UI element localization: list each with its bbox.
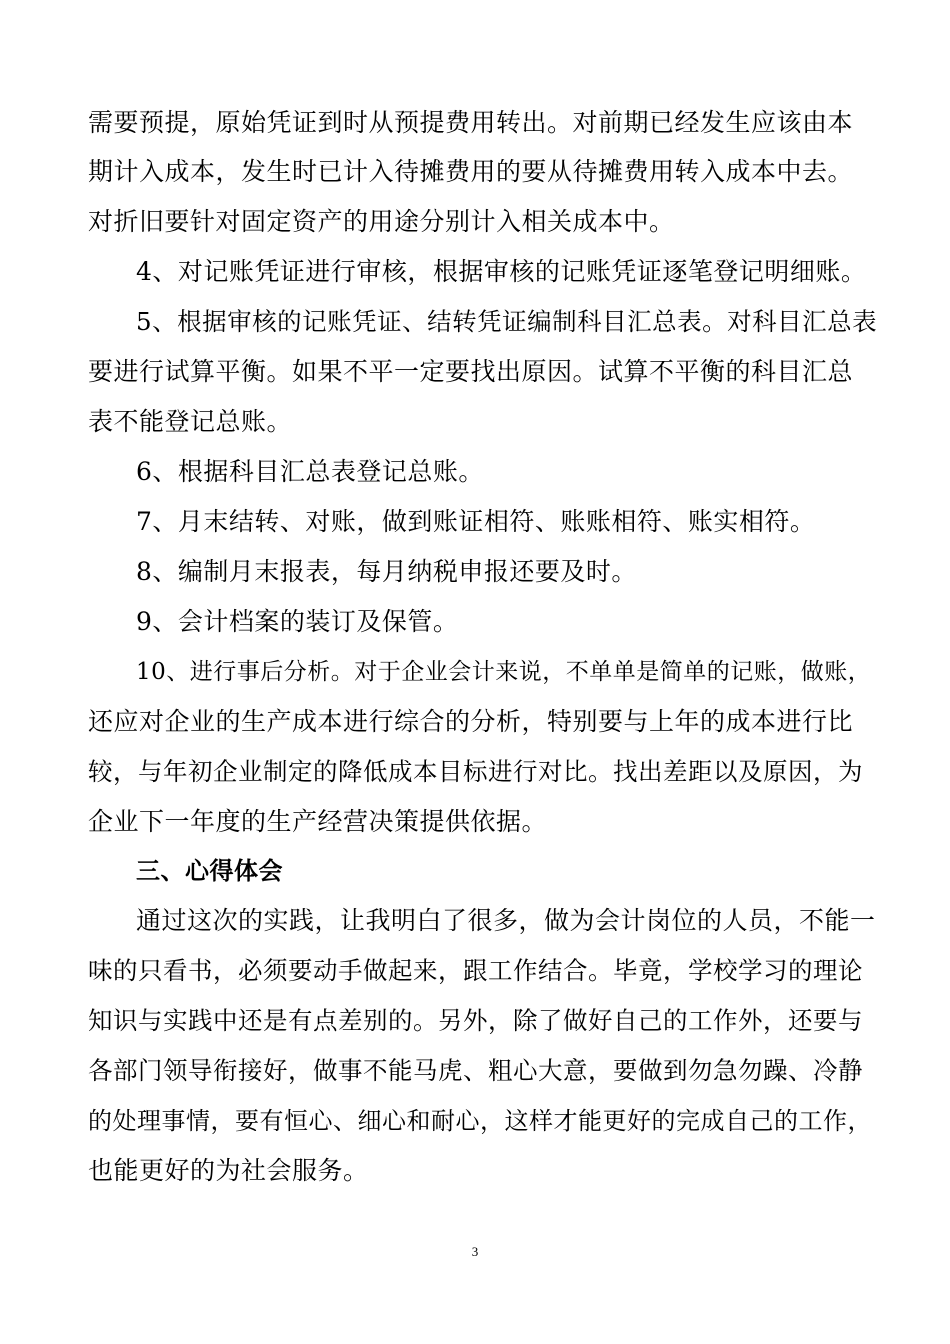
text-line: 也能更好的为社会服务。 xyxy=(88,1156,369,1185)
text-line: 5、根据审核的记账凭证、结转凭证编制科目汇总表。对科目汇总表 xyxy=(136,307,878,336)
text-line: 期计入成本，发生时已计入待摊费用的要从待摊费用转入成本中去。 xyxy=(88,157,854,186)
text-line: 的处理事情，要有恒心、细心和耐心，这样才能更好的完成自己的工作， xyxy=(88,1107,872,1135)
text-line: 8、编制月末报表，每月纳税申报还要及时。 xyxy=(136,557,637,586)
text-line: 10、进行事后分析。对于企业会计来说，不单单是简单的记账，做账， xyxy=(136,659,872,685)
text-line: 企业下一年度的生产经营决策提供依据。 xyxy=(88,807,548,836)
text-line: 通过这次的实践，让我明白了很多，做为会计岗位的人员，不能一 xyxy=(136,906,876,935)
text-line: 要进行试算平衡。如果不平一定要找出原因。试算不平衡的科目汇总 xyxy=(88,357,854,386)
text-line: 还应对企业的生产成本进行综合的分析，特别要与上年的成本进行比 xyxy=(88,707,854,736)
text-line: 各部门领导衔接好，做事不能马虎、粗心大意，要做到勿急勿躁、冷静 xyxy=(88,1056,863,1085)
text-line: 对折旧要针对固定资产的用途分别计入相关成本中。 xyxy=(88,207,675,236)
text-line: 需要预提，原始凭证到时从预提费用转出。对前期已经发生应该由本 xyxy=(88,108,854,137)
text-line: 较，与年初企业制定的降低成本目标进行对比。找出差距以及原因，为 xyxy=(88,757,863,786)
text-line: 4、对记账凭证进行审核，根据审核的记账凭证逐笔登记明细账。 xyxy=(136,257,867,286)
text-line: 味的只看书，必须要动手做起来，跟工作结合。毕竟，学校学习的理论 xyxy=(88,956,863,985)
text-line: 表不能登记总账。 xyxy=(88,407,293,436)
page-number: 3 xyxy=(471,1244,479,1259)
section-heading: 三、心得体会 xyxy=(136,857,283,885)
text-line: 知识与实践中还是有点差别的。另外，除了做好自己的工作外，还要与 xyxy=(88,1006,863,1035)
text-line: 6、根据科目汇总表登记总账。 xyxy=(136,457,484,486)
text-line: 9、会计档案的装订及保管。 xyxy=(136,607,459,636)
text-line: 7、月末结转、对账，做到账证相符、账账相符、账实相符。 xyxy=(136,507,816,536)
